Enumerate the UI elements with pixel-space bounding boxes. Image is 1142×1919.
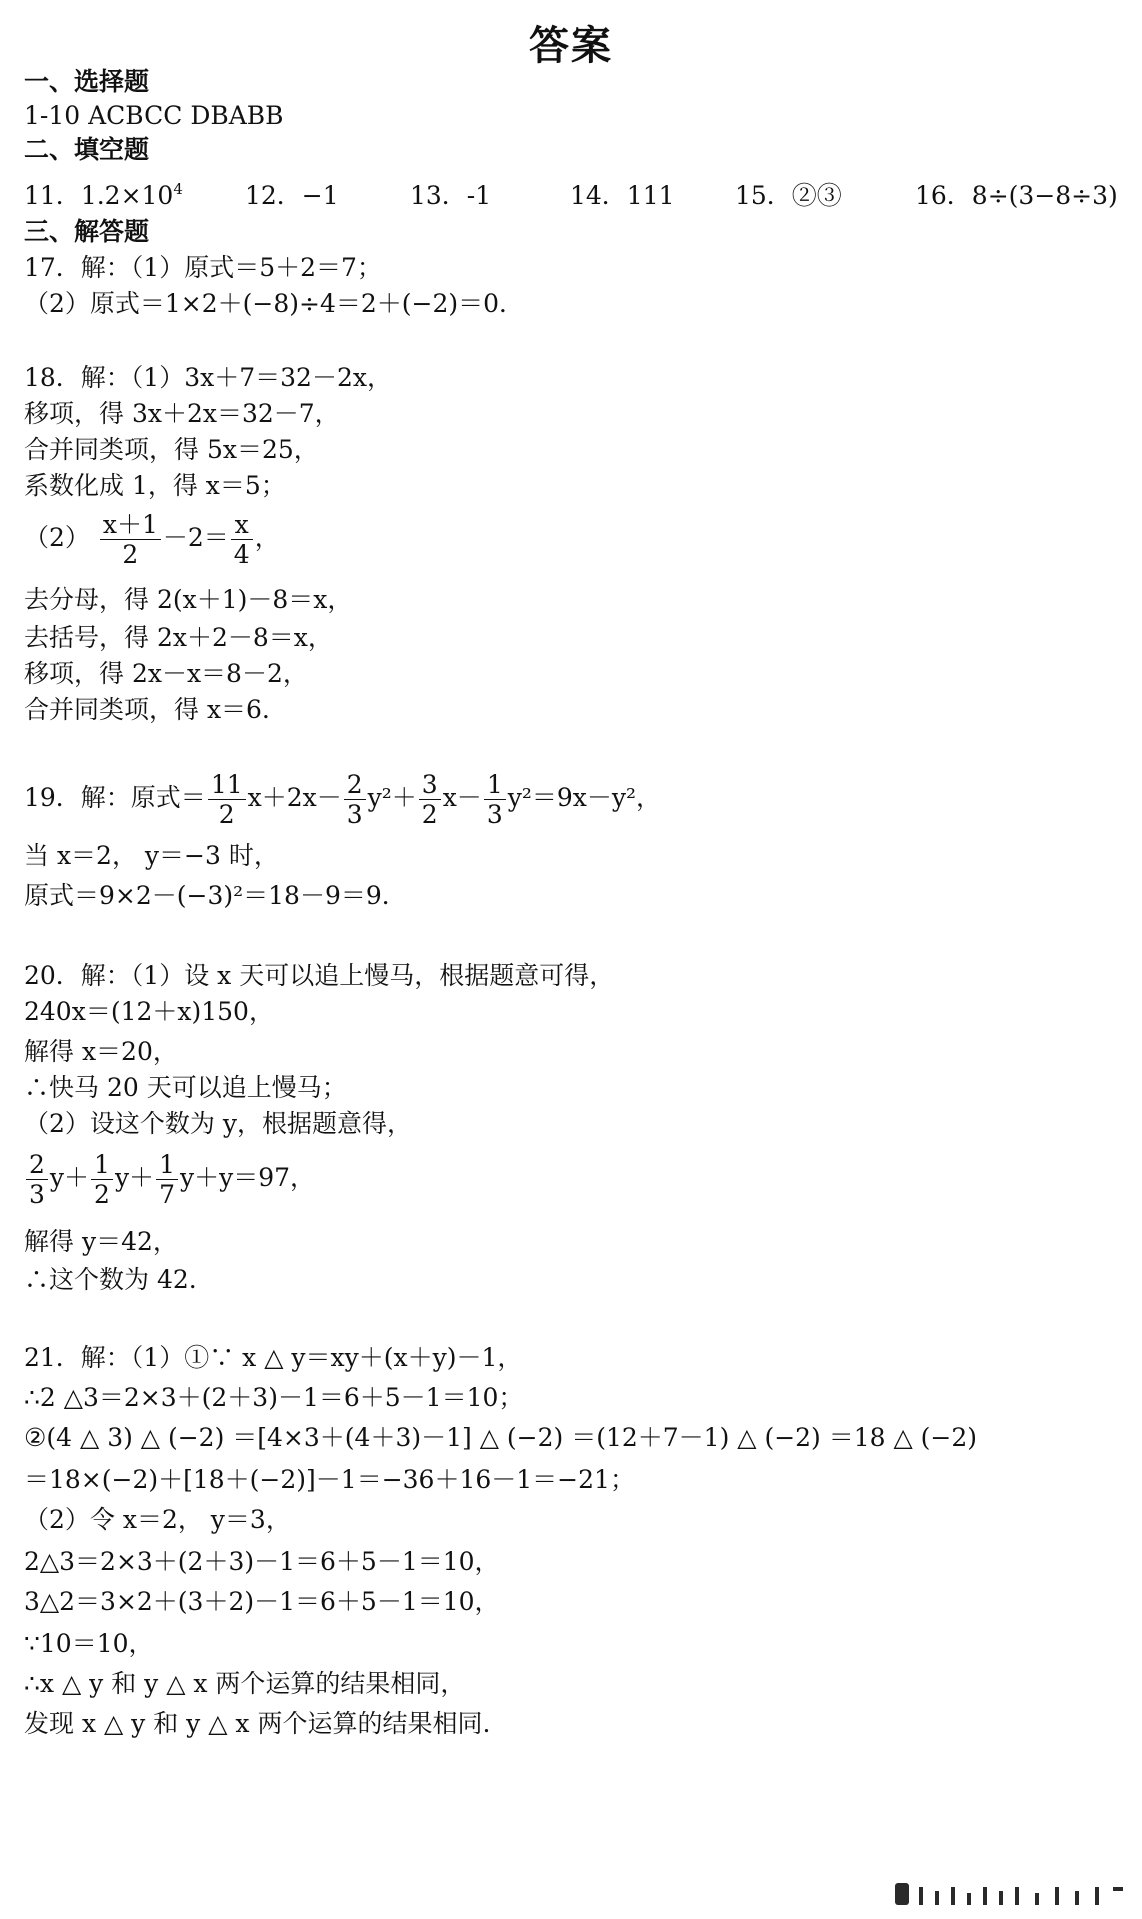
q21-line-5: （2）令 x＝2， y＝3，	[24, 1505, 291, 1534]
bar-mark	[1015, 1887, 1019, 1905]
fraction: $\frac{2}{3}$	[344, 772, 366, 827]
q18-line-5-equation: （2） $\frac{x+1}{2}$ －2＝ $\frac{x}{4}$ ，	[24, 510, 280, 569]
q18-line-7: 去括号，得 2x＋2－8＝x，	[24, 623, 333, 652]
bar-mark	[1035, 1893, 1039, 1905]
fraction: $\frac{11}{2}$	[208, 772, 246, 827]
q18-line-1: 18．解：（1）3x＋7＝32－2x，	[24, 363, 392, 392]
q20-line-6-equation: $\frac{2}{3}$ y＋ $\frac{1}{2}$ y＋ $\frac{1}{7}$ y＋y＝97，	[24, 1152, 315, 1207]
fraction: $\frac{1}{7}$	[156, 1152, 178, 1207]
bar-mark	[895, 1883, 909, 1905]
bar-mark	[1075, 1891, 1079, 1905]
blank-answer-13: 13．-1	[410, 181, 492, 210]
fraction: $\frac{1}{2}$	[91, 1152, 113, 1207]
q21-line-4: ＝18×(−2)＋[18＋(−2)]－1＝−36＋16－1＝−21；	[24, 1465, 635, 1494]
bar-mark	[999, 1891, 1003, 1905]
q17-line-2: （2）原式＝1×2＋(−8)÷4＝2＋(−2)＝0．	[24, 289, 525, 318]
blank-answer-14: 14．111	[570, 181, 675, 210]
blank-answer-15: 15．②③	[735, 181, 842, 210]
section-fill-heading: 二、填空题	[24, 135, 150, 164]
bar-mark	[1095, 1887, 1099, 1905]
q19-line-2: 当 x＝2， y＝−3 时，	[24, 841, 279, 870]
bar-mark	[967, 1893, 971, 1905]
fraction: $\frac{2}{3}$	[26, 1152, 48, 1207]
q18-line-9: 合并同类项，得 x＝6．	[24, 695, 287, 724]
q18-line-3: 合并同类项，得 5x＝25，	[24, 435, 319, 464]
bar-mark	[951, 1887, 955, 1905]
q21-line-7: 3△2＝3×2＋(3＋2)－1＝6＋5－1＝10，	[24, 1587, 500, 1616]
bar-mark	[983, 1887, 987, 1905]
q18-line-4: 系数化成 1，得 x＝5；	[24, 471, 286, 500]
q18-line-2: 移项，得 3x＋2x＝32－7，	[24, 399, 340, 428]
q20-line-5: （2）设这个数为 y，根据题意得，	[24, 1109, 412, 1138]
q21-line-10: 发现 x △ y 和 y △ x 两个运算的结果相同.	[24, 1709, 491, 1738]
page-title: 答案	[529, 23, 613, 69]
fraction: $\frac{x+1}{2}$	[100, 512, 161, 567]
q17-line-1: 17．解：（1）原式＝5＋2＝7；	[24, 253, 382, 282]
q20-line-1: 20．解：（1）设 x 天可以追上慢马，根据题意可得，	[24, 961, 615, 990]
q20-line-3: 解得 x＝20，	[24, 1037, 178, 1066]
q20-line-4: ∴快马 20 天可以追上慢马；	[24, 1073, 347, 1102]
fraction: $\frac{3}{2}$	[419, 772, 441, 827]
q19-line-3: 原式＝9×2－(−3)²＝18－9＝9．	[24, 881, 407, 910]
q21-line-9: ∴x △ y 和 y △ x 两个运算的结果相同，	[24, 1669, 466, 1698]
q21-line-8: ∵10＝10，	[24, 1629, 154, 1658]
q21-line-6: 2△3＝2×3＋(2＋3)－1＝6＋5－1＝10，	[24, 1547, 500, 1576]
bar-mark	[935, 1891, 939, 1905]
blank-answer-11: 11．$1.2\times 10^4$	[24, 180, 183, 210]
bar-mark	[1113, 1887, 1123, 1891]
bottom-decoration-bars	[895, 1883, 1127, 1905]
choice-answers: 1-10 ACBCC DBABB	[24, 101, 284, 130]
q20-line-7: 解得 y＝42，	[24, 1227, 178, 1256]
q21-line-2: ∴2 △3＝2×3＋(2＋3)－1＝6＋5－1＝10；	[24, 1383, 524, 1412]
section-solve-heading: 三、解答题	[24, 217, 150, 246]
fraction: $\frac{x}{4}$	[231, 512, 253, 567]
q18-line-6: 去分母，得 2(x＋1)－8＝x，	[24, 585, 353, 614]
q21-line-3: ②(4 △ 3) △ (−2) ＝[4×3＋(4＋3)－1] △ (−2) ＝(12＋7－1) △ (−2) ＝18 △ (−2)	[24, 1423, 978, 1452]
blank-answer-12: 12．−1	[245, 181, 339, 210]
bar-mark	[1055, 1887, 1059, 1905]
q19-line-1-equation: 19．解：原式＝ $\frac{11}{2}$ x＋2x－ $\frac{2}{3}$ y²＋ $\frac{3}{2}$ x－ $\frac{1}{3}$ y²＝9x－y²，	[24, 770, 662, 829]
q18-line-8: 移项，得 2x－x＝8－2，	[24, 659, 308, 688]
fraction: $\frac{1}{3}$	[484, 772, 506, 827]
q20-line-2: 240x＝(12＋x)150，	[24, 997, 274, 1026]
q21-line-1: 21．解：（1）①∵ x △ y＝xy＋(x＋y)－1，	[24, 1343, 523, 1372]
blank-answer-16: 16．8÷(3−8÷3)	[915, 181, 1118, 210]
section-choice-heading: 一、选择题	[24, 67, 150, 96]
bar-mark	[919, 1887, 923, 1905]
q20-line-8: ∴这个数为 42.	[24, 1265, 197, 1294]
